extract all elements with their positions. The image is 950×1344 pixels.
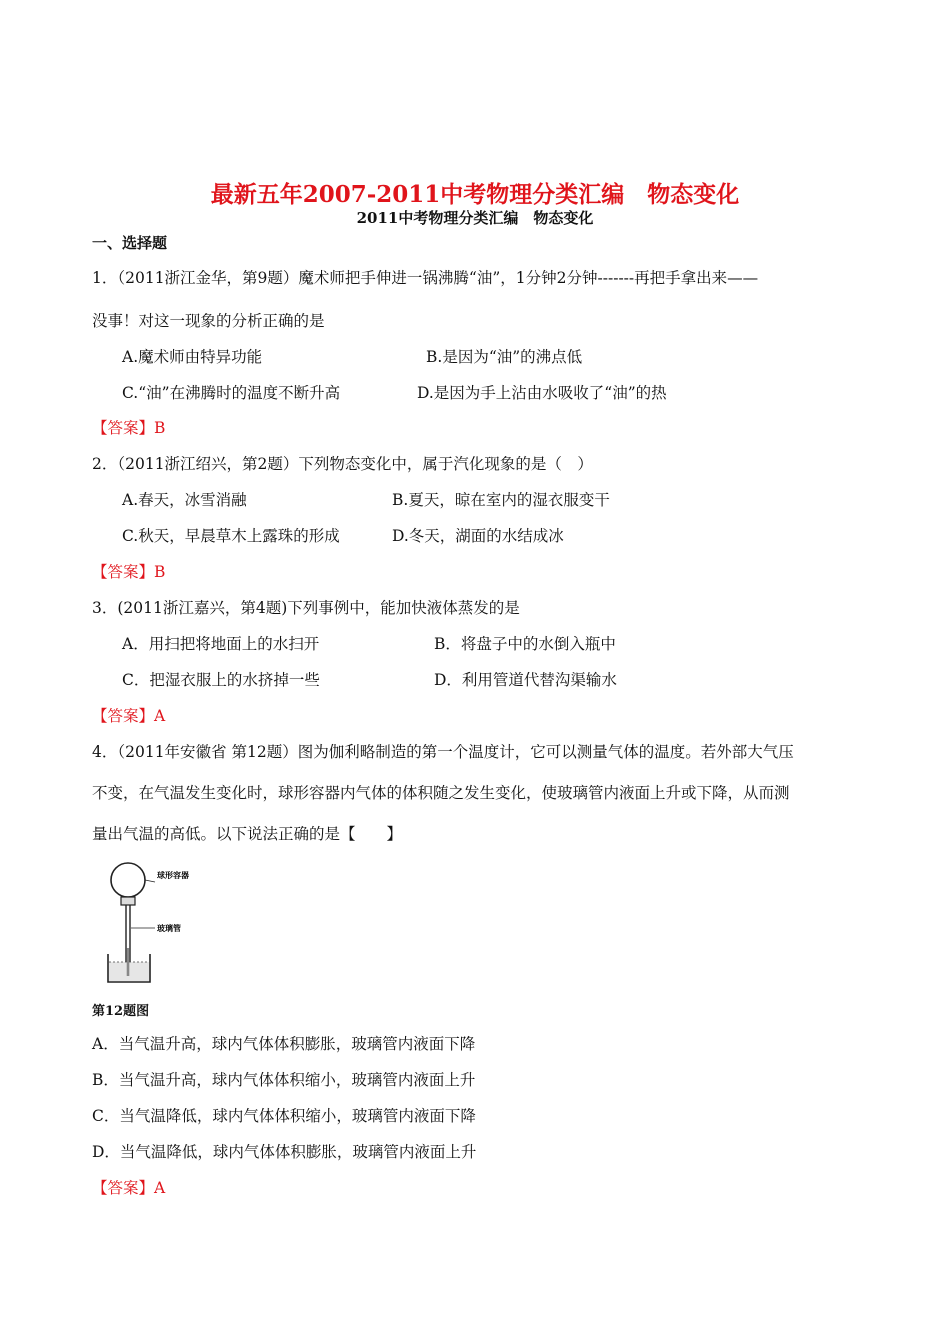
q1-option-a: A.魔术师由特异功能 — [122, 348, 263, 366]
q4-option-c: C．当气温降低，球内气体体积缩小，玻璃管内液面下降 — [92, 1107, 476, 1125]
q3-option-c: C．把湿衣服上的水挤掉一些 — [122, 671, 320, 689]
section-heading: 一、选择题 — [92, 234, 168, 252]
q3-option-a: A．用扫把将地面上的水扫开 — [122, 635, 320, 653]
q2-answer: 【答案】B — [92, 563, 166, 581]
q1-option-c: C.“油”在沸腾时的温度不断升高 — [122, 384, 341, 402]
q4-option-b: B．当气温升高，球内气体体积缩小，玻璃管内液面上升 — [92, 1071, 476, 1089]
q3-option-d: D．利用管道代替沟渠输水 — [434, 671, 617, 689]
q1-answer: 【答案】B — [92, 419, 166, 437]
thermometer-diagram — [100, 858, 210, 998]
q2-stem-line1: 2．（2011浙江绍兴，第2题）下列物态变化中，属于汽化现象的是（ ） — [92, 455, 593, 473]
galileo-thermometer-figure — [100, 858, 210, 998]
q4-stem-line3: 量出气温的高低。以下说法正确的是【 】 — [92, 825, 403, 843]
q4-option-a: A．当气温升高，球内气体体积膨胀，玻璃管内液面下降 — [92, 1035, 476, 1053]
q2-option-d: D.冬天，湖面的水结成冰 — [392, 527, 564, 545]
document-subtitle: 2011中考物理分类汇编 物态变化 — [356, 209, 594, 227]
q3-answer: 【答案】A — [92, 707, 166, 725]
tube-label: 玻璃管 — [157, 924, 181, 933]
q3-option-b: B．将盘子中的水倒入瓶中 — [434, 635, 616, 653]
q1-stem-line2: 没事！对这一现象的分析正确的是 — [92, 312, 325, 330]
q4-stem-line2: 不变，在气温发生变化时，球形容器内气体的体积随之发生变化，使玻璃管内液面上升或下降，从而测 — [92, 784, 790, 802]
q1-stem-line1: 1．（2011浙江金华，第9题）魔术师把手伸进一锅沸腾“油”，1分钟2分钟-------再把手拿出来—— — [92, 269, 759, 287]
q2-option-c: C.秋天，早晨草木上露珠的形成 — [122, 527, 340, 545]
q3-stem-line1: 3．(2011浙江嘉兴，第4题)下列事例中，能加快液体蒸发的是 — [92, 599, 520, 617]
bulb-label: 球形容器 — [157, 871, 189, 880]
q4-stem-line1: 4．（2011年安徽省 第12题）图为伽利略制造的第一个温度计，它可以测量气体的温度。若外部大气压 — [92, 743, 794, 761]
q4-answer: 【答案】A — [92, 1179, 166, 1197]
q4-option-d: D．当气温降低，球内气体体积膨胀，玻璃管内液面上升 — [92, 1143, 477, 1161]
figure-caption: 第12题图 — [92, 1004, 150, 1019]
q2-option-b: B.夏天，晾在室内的湿衣服变干 — [392, 491, 610, 509]
q1-option-d: D.是因为手上沾由水吸收了“油”的热 — [417, 384, 667, 402]
q1-option-b: B.是因为“油”的沸点低 — [426, 348, 583, 366]
q2-option-a: A.春天，冰雪消融 — [122, 491, 247, 509]
document-title: 最新五年2007-2011中考物理分类汇编 物态变化 — [210, 181, 740, 208]
